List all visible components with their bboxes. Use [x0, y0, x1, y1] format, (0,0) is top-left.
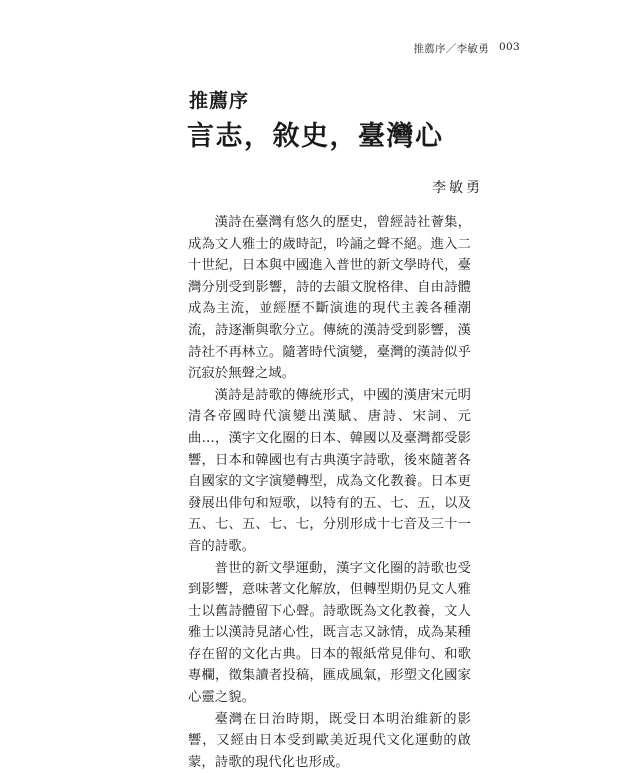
author-name: 李敏勇 — [432, 180, 483, 196]
running-header — [380, 41, 520, 56]
page-number: 003 — [499, 41, 520, 53]
paragraph: 漢詩是詩歌的傳統形式，中國的漢唐宋元明清各帝國時代演變出漢賦、唐詩、宋詞、元曲…，漢字文化圈的日本、韓國以及臺灣都受影響，日本和韓國也有古典漢字詩歌，後來隨著各自國家的文字演變轉型，成為文化教養。日本更發展出俳句和短歌，以特有的五、七、五，以及五、七、五、七、七，分別形成十七音及三十一音的詩歌。 — [188, 387, 471, 554]
paragraph: 臺灣在日治時期，既受日本明治維新的影響，又經由日本受到歐美近現代文化運動的啟蒙，詩歌的現代化也形成。 — [188, 711, 471, 770]
running-title: 推薦序／李敏勇 — [413, 43, 490, 55]
page-title: 言志，敘史，臺灣心 — [187, 121, 444, 152]
paragraph: 普世的新文學運動，漢字文化圈的詩歌也受到影響，意味著文化解放，但轉型期仍見文人雅士以舊詩體留下心聲。詩歌既為文化教養，文人雅士以漢詩見諸心性，既言志又詠情，成為某種存在留的文化古典。日本的報紙常見俳句、和歌專欄，徵集讀者投稿，匯成風氣，形塑文化國家心靈之貌。 — [188, 560, 471, 706]
paragraph: 漢詩在臺灣有悠久的歷史，曾經詩社薈集，成為文人雅士的歲時記，吟誦之聲不絕。進入二十世紀，日本與中國進入普世的新文學時代，臺灣分別受到影響，詩的去韻文脫格律、自由詩體成為主流，並經歷不斷演進的現代主義各種潮流，詩逐漸與歌分立。傳統的漢詩受到影響，漢詩社不再林立。隨著時代演變，臺灣的漢詩似乎沉寂於無聲之域。 — [188, 215, 471, 382]
section-kicker: 推薦序 — [189, 90, 250, 112]
body-text — [188, 212, 471, 773]
